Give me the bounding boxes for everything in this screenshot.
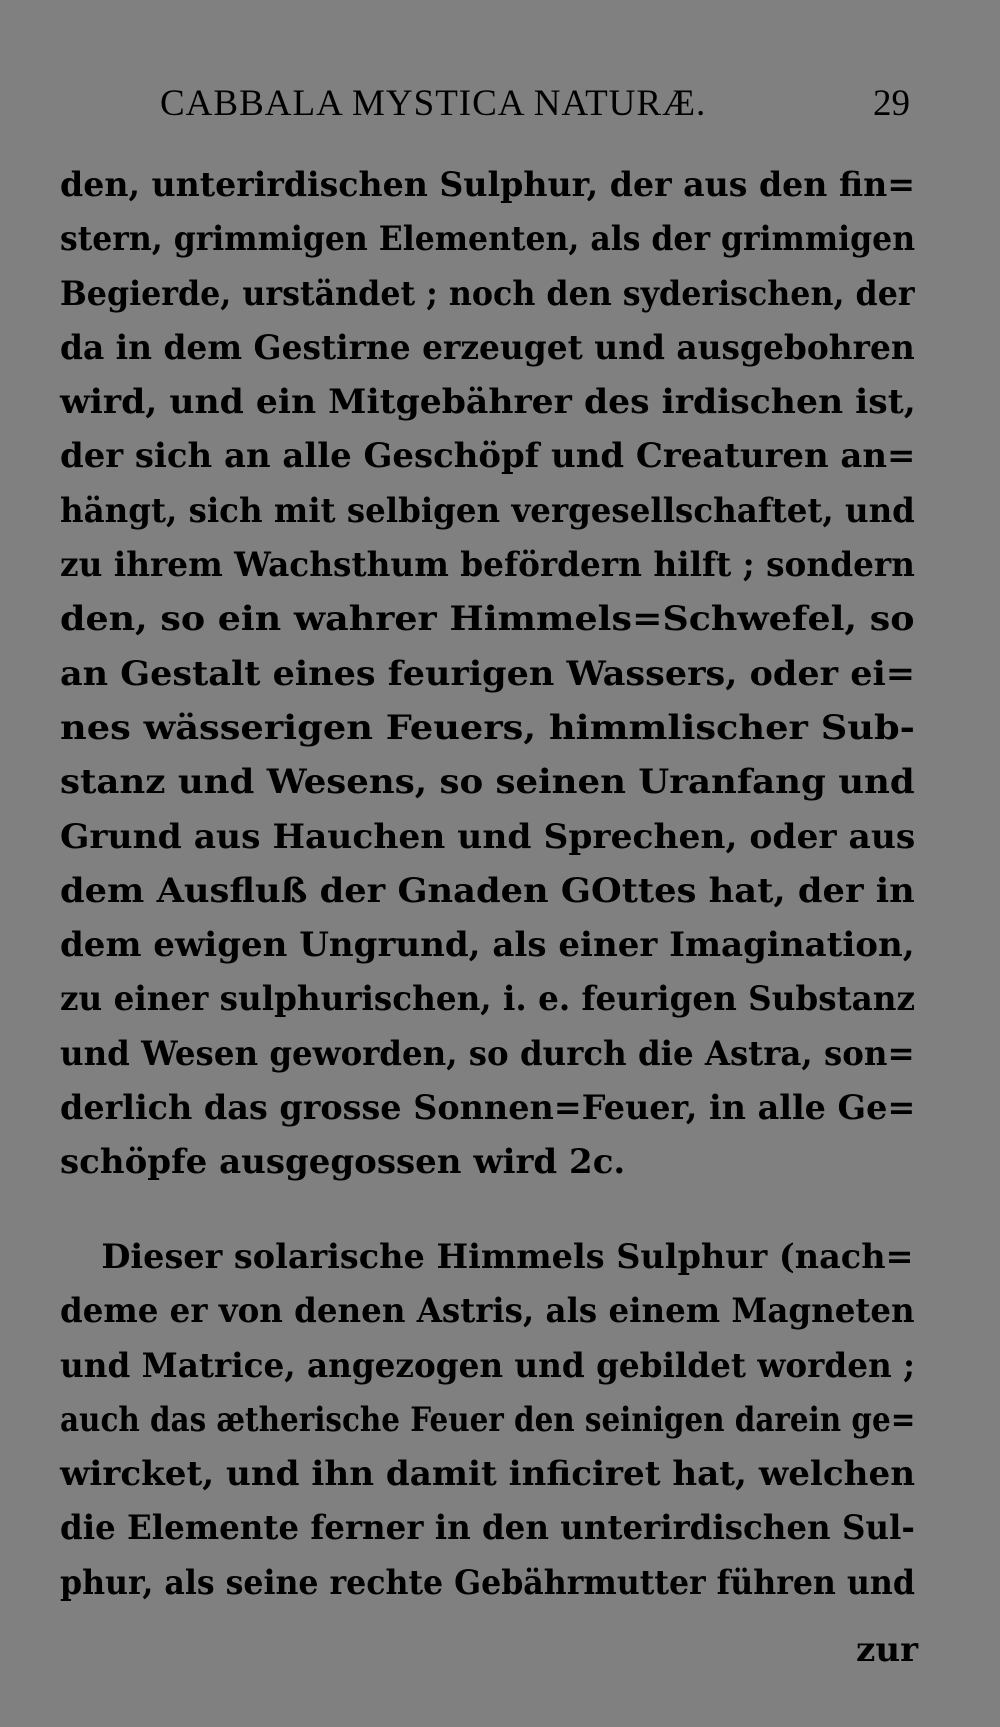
text-line: und Wesen geworden, so durch die Astra, son= (60, 1033, 915, 1074)
catchword: zur (856, 1630, 918, 1670)
text-line: dem ewigen Ungrund, als einer Imagination, (60, 925, 915, 966)
text-line: nes wässerigen Feuers, himmlischer Sub- (60, 707, 915, 748)
text-line: phur, als seine rechte Gebährmutter führen und (60, 1562, 915, 1603)
text-line: und Matrice, angezogen und gebildet worden ; (60, 1345, 916, 1386)
text-line: wircket, und ihn damit inficiret hat, welchen (60, 1454, 916, 1495)
text-line: den, unterirdischen Sulphur, der aus den fin= (60, 165, 916, 205)
text-line: an Gestalt eines feurigen Wassers, oder ei= (60, 653, 916, 694)
text-line: wird, und ein Mitgebährer des irdischen ist, (60, 382, 916, 423)
page-number: 29 (873, 83, 910, 124)
text-line: stanz und Wesens, so seinen Uranfang und (60, 762, 915, 803)
text-line: zu einer sulphurischen, i. e. feurigen Substanz (60, 979, 915, 1020)
text-line: dem Ausfluß der Gnaden GOttes hat, der in (60, 870, 915, 911)
text-line: deme er von denen Astris, als einem Magneten (60, 1291, 915, 1332)
text-line: zu ihrem Wachsthum befördern hilft ; sondern (60, 545, 915, 586)
text-line: der sich an alle Geschöpf und Creaturen an= (60, 436, 916, 477)
text-line: die Elemente ferner in den unterirdischen Sul- (60, 1508, 915, 1549)
text-line: den, so ein wahrer Himmels=Schwefel, so (60, 599, 915, 640)
text-line: stern, grimmigen Elementen, als der grimmigen (60, 219, 916, 260)
text-line: Begierde, urständet ; noch den syderischen, der (60, 273, 915, 314)
text-line: derlich das grosse Sonnen=Feuer, in alle Ge= (60, 1088, 916, 1129)
text-line: auch das ætherische Feuer den seinigen darein ge= (60, 1399, 916, 1440)
text-line: Grund aus Hauchen und Sprechen, oder aus (60, 816, 916, 857)
text-line: Dieser solarische Himmels Sulphur (nach= (101, 1237, 914, 1277)
paragraph-1 (60, 158, 915, 1190)
text-line: hängt, sich mit selbigen vergesellschaftet, und (60, 490, 915, 531)
text-line: schöpfe ausgegossen wird 2c. (60, 1142, 626, 1183)
running-title: CABBALA MYSTICA NATURÆ. (160, 83, 707, 124)
page-header (160, 82, 910, 132)
text-line: da in dem Gestirne erzeuget und ausgebohren (60, 327, 915, 368)
paragraph-2 (60, 1230, 915, 1610)
